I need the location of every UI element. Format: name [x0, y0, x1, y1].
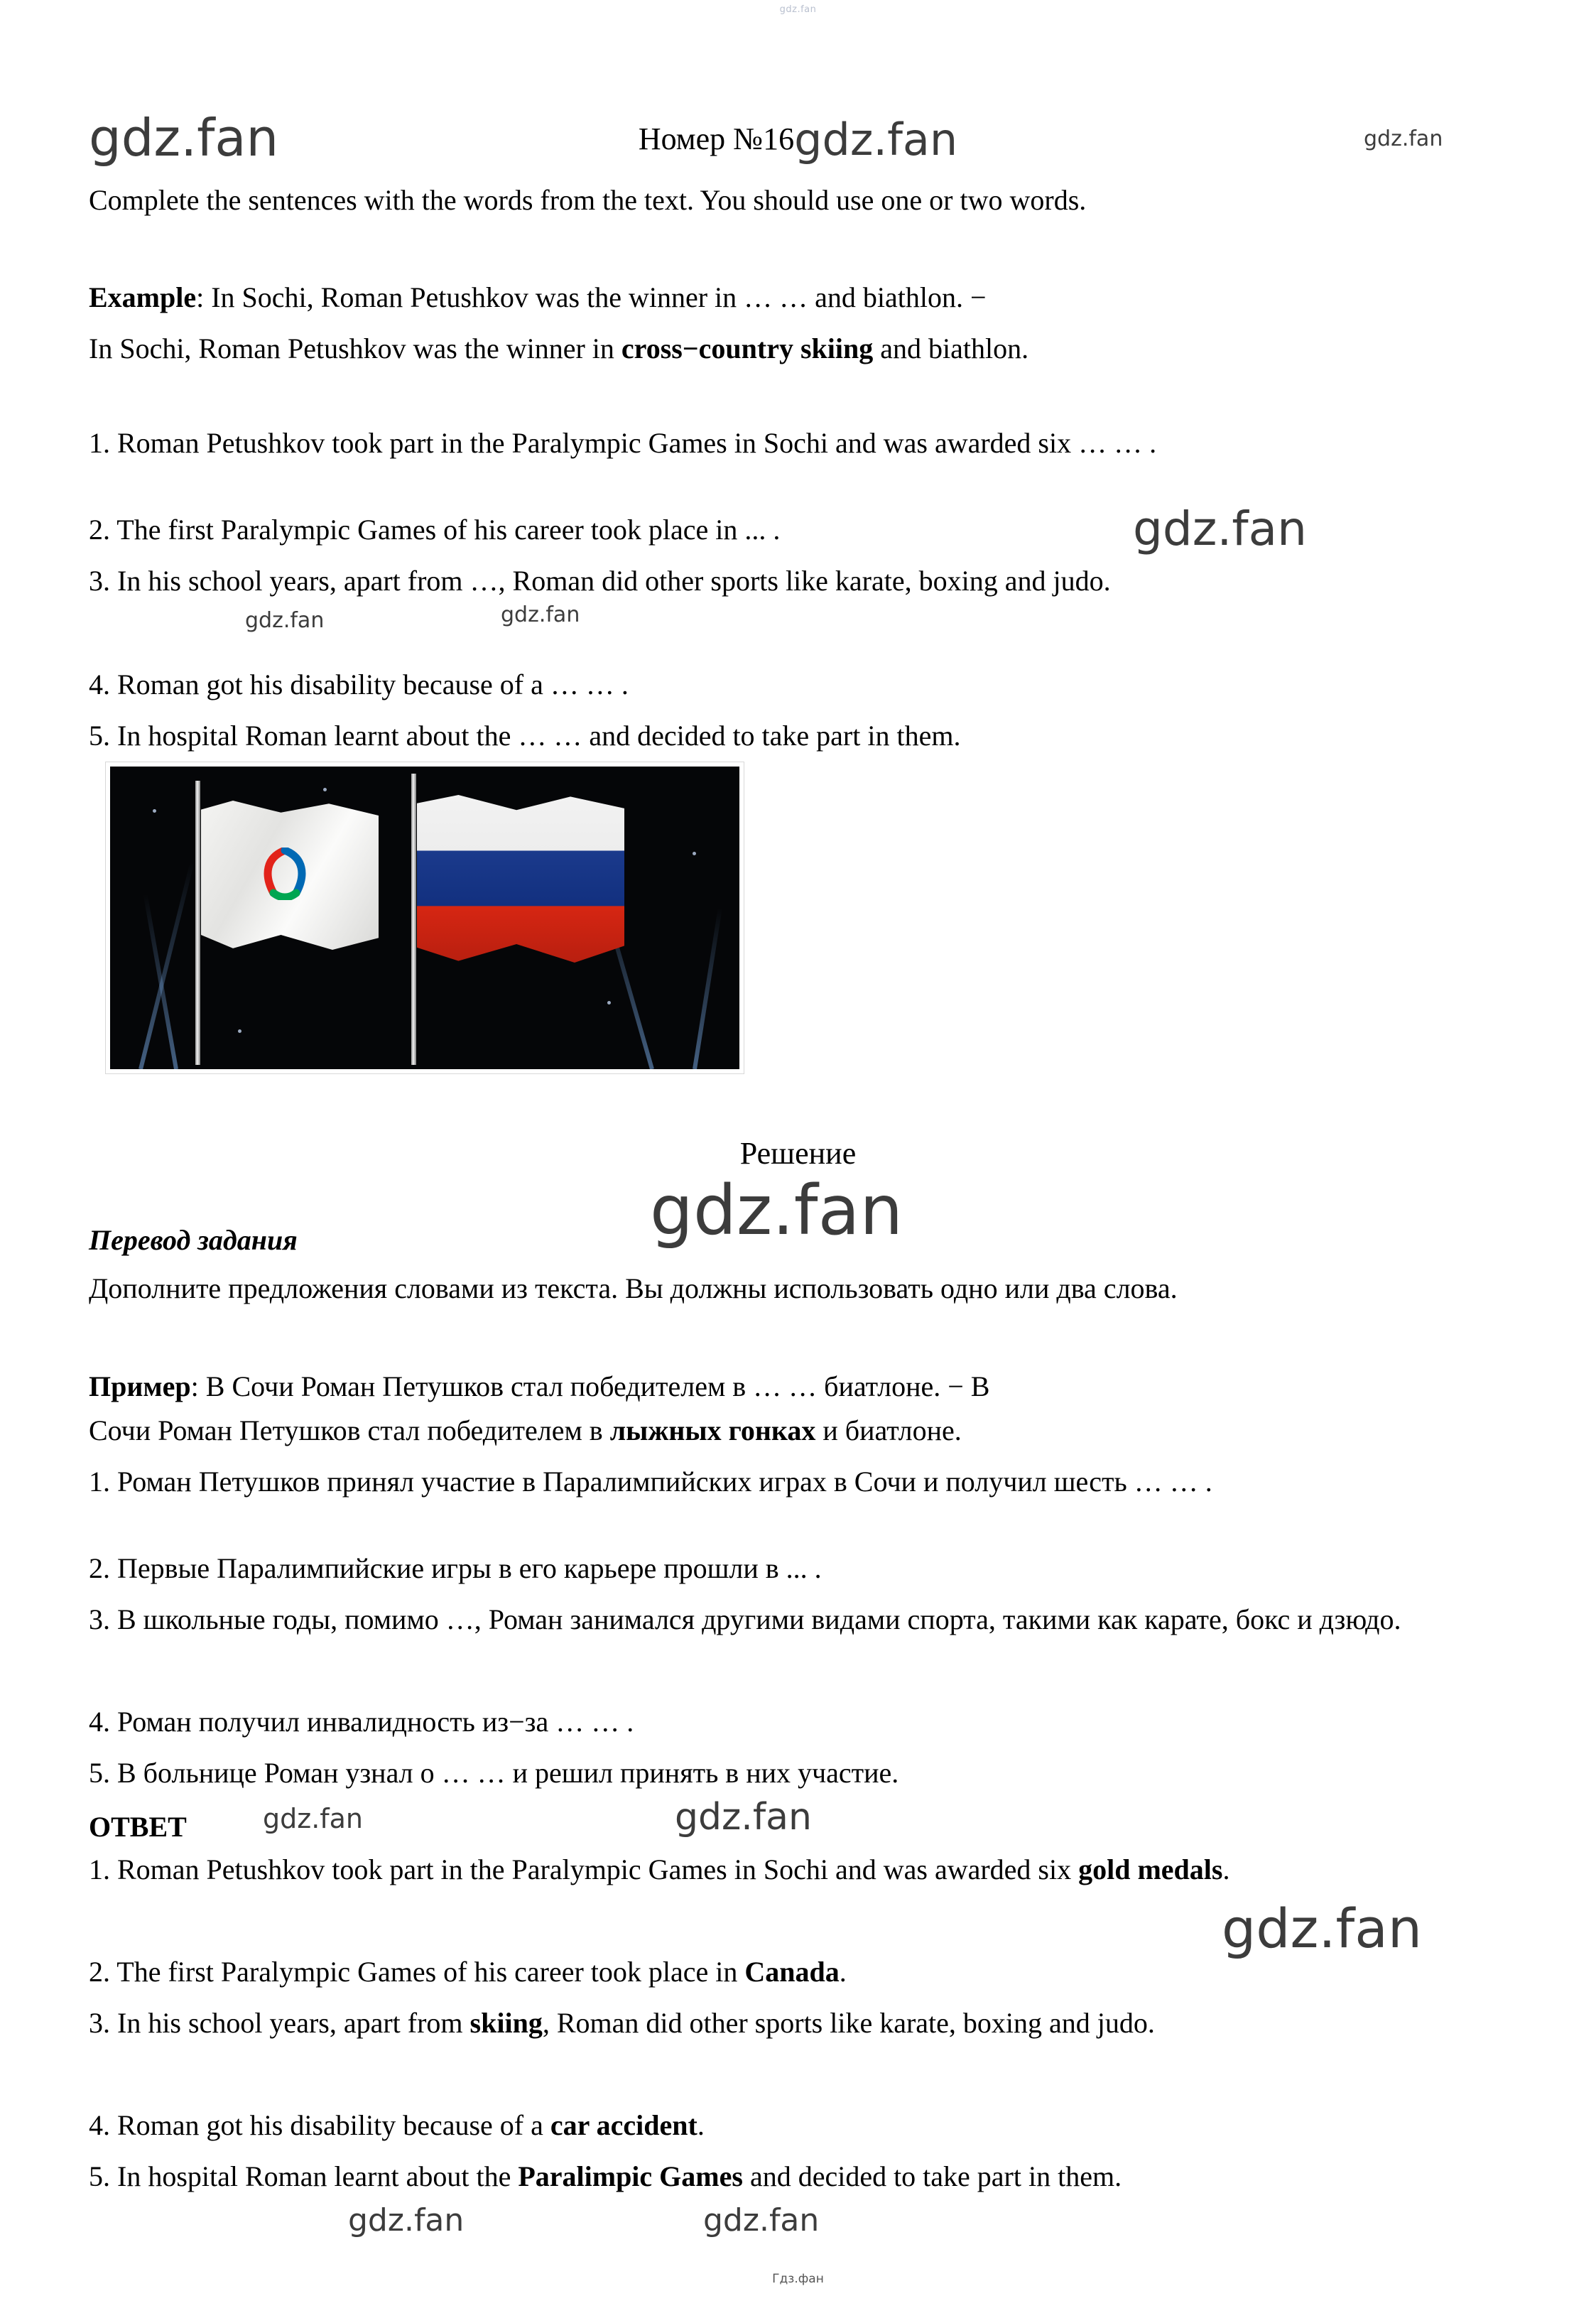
flag-pole: [411, 774, 416, 1065]
watermark-logo-12: gdz.fan: [703, 2202, 820, 2238]
task-example-answer: [89, 332, 1499, 365]
translation-answer-bold: лыжных гонках: [609, 1414, 816, 1446]
translation-item-5: 5. В больнице Роман узнал о … … и решил принять в них участие.: [89, 1757, 899, 1789]
translation-instruction: Дополните предложения словами из текста. Вы должны использовать одно или два слова.: [89, 1272, 1178, 1304]
task-item-2: 2. The first Paralympic Games of his career took place in ... .: [89, 514, 781, 546]
agitos-icon: [242, 848, 327, 900]
translation-example-text: : В Сочи Роман Петушков стал победителем в … … биатлоне. − В: [190, 1370, 990, 1402]
light-dot-icon: [607, 1001, 611, 1005]
answer-1-pre: 1. Roman Petushkov took part in the Paralympic Games in Sochi and was awarded six: [89, 1853, 1079, 1885]
example-answer-bold: cross−country skiing: [621, 332, 874, 364]
solution-heading: Решение: [739, 1136, 857, 1171]
watermark-logo-9: gdz.fan: [675, 1796, 812, 1839]
answer-3-pre: 3. In his school years, apart from: [89, 2007, 470, 2039]
russian-flag: [417, 795, 624, 963]
task-item-1: 1. Roman Petushkov took part in the Paralympic Games in Sochi and was awarded six … … .: [89, 427, 1157, 459]
translation-answer-post: и биатлоне.: [815, 1414, 962, 1446]
example-answer-pre: In Sochi, Roman Petushkov was the winner in: [89, 332, 621, 364]
answer-4-pre: 4. Roman got his disability because of a: [89, 2109, 550, 2141]
watermark-logo-10: gdz.fan: [1222, 1897, 1423, 1960]
light-beam-icon: [693, 907, 722, 1069]
task-item-5: 5. In hospital Roman learnt about the … … and decided to take part in them.: [89, 720, 961, 752]
translation-example-label: Пример: [89, 1370, 191, 1402]
page-footer: Гдз.фан: [772, 2272, 824, 2286]
watermark-logo-3: gdz.fan: [1364, 126, 1443, 151]
translation-item-3: 3. В школьные годы, помимо …, Роман занимался другими видами спорта, такими как карате, бокс и дзюдо.: [89, 1603, 1401, 1635]
task-example: [89, 281, 1499, 314]
answer-4-post: .: [697, 2109, 705, 2141]
translation-example-answer: [89, 1414, 1499, 1447]
answer-2-post: .: [839, 1956, 847, 1988]
answer-5-post: and decided to take part in them.: [742, 2160, 1122, 2192]
paralympic-flags-photo: [105, 762, 744, 1074]
task-item-4: 4. Roman got his disability because of a … … .: [89, 668, 629, 700]
answer-item-1: [89, 1853, 1417, 1886]
watermark-logo-2: gdz.fan: [794, 114, 958, 166]
answer-1-post: .: [1222, 1853, 1230, 1885]
answer-heading: ОТВЕТ: [89, 1811, 187, 1843]
example-text: : In Sochi, Roman Petushkov was the winner in … … and biathlon. −: [196, 281, 987, 313]
watermark-logo-5: gdz.fan: [245, 608, 325, 633]
light-beam-icon: [139, 862, 194, 1069]
watermark-logo-6: gdz.fan: [501, 602, 580, 627]
translation-item-4: 4. Роман получил инвалидность из−за … … .: [89, 1706, 634, 1738]
example-answer-post: and biathlon.: [873, 332, 1029, 364]
translation-example: [89, 1370, 1499, 1403]
answer-item-2: [89, 1955, 1417, 1988]
answer-5-bold: Paralimpic Games: [518, 2160, 743, 2192]
example-label: Example: [89, 281, 197, 313]
top-watermark: gdz.fan: [779, 4, 817, 15]
watermark-logo-8: gdz.fan: [263, 1803, 364, 1834]
task-number-label: Номер №16: [638, 121, 795, 156]
answer-5-pre: 5. In hospital Roman learnt about the: [89, 2160, 519, 2192]
task-item-3: 3. In his school years, apart from …, Roman did other sports like karate, boxing and judo.: [89, 565, 1111, 597]
task-instruction: Complete the sentences with the words from the text. You should use one or two words.: [89, 184, 1087, 216]
answer-3-bold: skiing: [469, 2007, 543, 2039]
answer-4-bold: car accident: [550, 2109, 697, 2141]
light-dot-icon: [153, 809, 156, 813]
light-dot-icon: [238, 1029, 241, 1033]
watermark-logo-4: gdz.fan: [1133, 502, 1307, 556]
watermark-logo-1: gdz.fan: [89, 108, 279, 168]
translation-item-2: 2. Первые Паралимпийские игры в его карьере прошли в ... .: [89, 1552, 822, 1584]
answer-1-bold: gold medals: [1078, 1853, 1223, 1885]
watermark-logo-7: gdz.fan: [650, 1171, 903, 1250]
light-dot-icon: [693, 852, 696, 855]
light-dot-icon: [323, 788, 327, 791]
flag-pole: [195, 781, 200, 1065]
translation-item-1: 1. Роман Петушков принял участие в Паралимпийских играх в Сочи и получил шесть … … .: [89, 1466, 1212, 1498]
translation-answer-pre: Сочи Роман Петушков стал победителем в: [89, 1414, 610, 1446]
answer-item-3: [89, 2006, 1417, 2040]
answer-3-post: , Roman did other sports like karate, boxing and judo.: [542, 2007, 1155, 2039]
page-title: [0, 108, 1596, 166]
paralympic-flag: [201, 801, 379, 950]
translation-heading: Перевод задания: [89, 1224, 298, 1256]
watermark-logo-11: gdz.fan: [348, 2202, 465, 2238]
answer-2-bold: Canada: [744, 1956, 840, 1988]
photo-canvas: [110, 767, 739, 1069]
answer-2-pre: 2. The first Paralympic Games of his career took place in: [89, 1956, 745, 1988]
answer-item-5: [89, 2160, 1417, 2193]
answer-item-4: [89, 2108, 1417, 2142]
